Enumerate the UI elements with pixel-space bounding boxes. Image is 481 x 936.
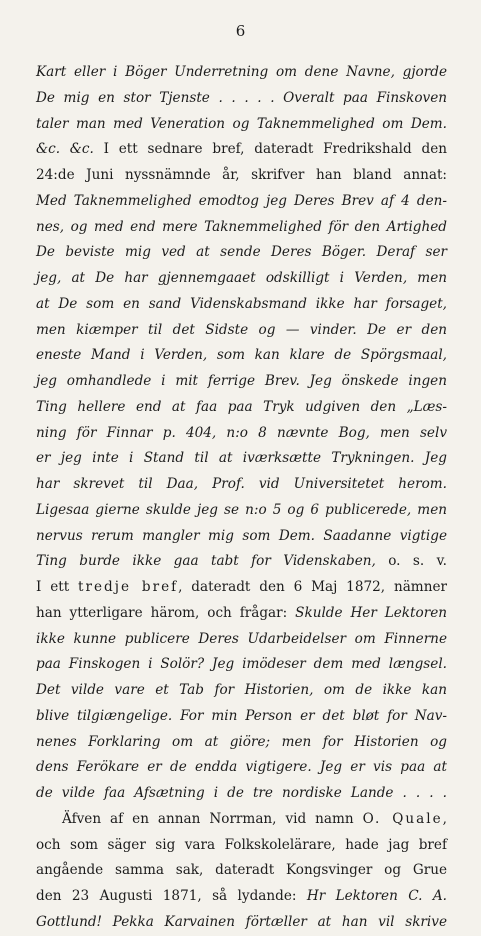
text-line [36,833,447,859]
text-line [36,472,447,498]
italic-text: Ting burde ikke gaa tabt for Videnskaben, [36,553,389,570]
italic-text: jeg omhandlede i mit ferrige Brev. Jeg önskede ingen [36,373,447,389]
text-line [36,730,447,756]
page-number: 6 [235,22,246,40]
italic-text: at De som en sand Videnskabsmand ikke har forsaget, [36,295,447,312]
italic-text: ikke kunne publicere Deres Udarbeidelser om Finnerne [36,630,447,647]
text-line [36,704,447,730]
italic-text: har skrevet til Daa, Prof. vid Universitetet herom. [36,476,447,492]
text-line [36,266,447,292]
text-line [36,549,447,575]
text-line [36,163,447,189]
roman-text: och som säger sig vara Folkskolelärare, hade jag bref [36,836,447,853]
text-line [36,627,447,653]
text-line [36,601,447,627]
italic-text: eneste Mand i Verden, som kan klare de Spörgsmaal, [36,347,447,364]
roman-text: I ett sednare bref, dateradt Fredrikshald den [103,141,448,158]
text-line [36,369,447,395]
text-line [36,318,447,344]
text-line [36,343,447,369]
roman-text: , dateradt den 6 Maj 1872, nämner [178,579,447,595]
spaced-text: tredje bref [78,579,179,595]
roman-text: 24:de Juni nyssnämnde år, skrifver han bland annat: [36,167,447,183]
roman-text: , [442,810,447,827]
text-line [36,884,447,910]
italic-text: paa Finskogen i Solör? Jeg imödeser dem med længsel. [36,656,447,673]
roman-text: angående samma sak, dateradt Kongsvinger og Grue [36,862,447,879]
text-line [36,421,447,447]
roman-text: Äfven af en annan Norrman, vid namn [62,810,363,827]
text-line [36,524,447,550]
text-line [36,395,447,421]
text-line [36,910,447,936]
text-line [36,858,447,884]
italic-text: dens Ferökare er de endda vigtigere. Jeg er vis paa at [36,759,447,776]
italic-text: Hr Lektoren C. A. [306,888,448,904]
italic-text: Ting hellere end at faa paa Tryk udgiven den „Læs- [36,398,447,415]
italic-text: Skulde Her Lektoren [295,604,447,621]
italic-text: De beviste mig ved at sende Deres Böger. Deraf ser [36,244,447,261]
roman-text: han ytterligare härom, och frågar: [36,604,296,621]
body-text [36,60,447,936]
text-line [36,755,447,781]
roman-text: den 23 Augusti 1871, så lydande: [36,888,307,904]
roman-text: I ett [36,579,79,595]
italic-text: nes, og med end mere Taknemmelighed för den Artighed [36,218,447,235]
italic-text: Det vilde vare et Tab for Historien, om de ikke kan [36,682,447,698]
italic-text: &c. &c. [36,141,104,158]
italic-text: de vilde faa Afsætning i de tre nordiske Lande . . . . [36,785,447,801]
text-line [36,807,447,833]
spaced-text: O. Quale [362,810,443,827]
text-line [36,240,447,266]
italic-text: De mig en stor Tjenste . . . . . Overalt paa Finskoven [36,89,447,106]
roman-text: o. s. v. [388,553,447,570]
italic-text: men kiæmper til det Sidste og — vinder. De er den [36,321,447,338]
italic-text: nenes Forklaring om at giöre; men for Historien og [36,733,447,750]
text-line [36,498,447,524]
italic-text: taler man med Veneration og Taknemmelighed om Dem. [36,115,447,132]
text-line [36,652,447,678]
text-line [36,189,447,215]
italic-text: Gottlund! Pekka Karvainen förtæller at han vil skrive [36,913,447,930]
text-line [36,215,447,241]
text-line [36,678,447,704]
text-line [36,137,447,163]
italic-text: blive tilgiængelige. For min Person er det bløt for Nav- [36,707,447,724]
italic-text: Kart eller i Böger Underretning om dene Navne, gjorde [36,64,447,80]
italic-text: jeg, at De har gjennemgaaet odskilligt i Verden, men [36,270,447,286]
italic-text: ning för Finnar p. 404, n:o 8 nævnte Bog, men selv [36,424,447,441]
text-line [36,446,447,472]
italic-text: nervus rerum mangler mig som Dem. Saadanne vigtige [36,527,447,544]
text-line [36,781,447,807]
text-line [36,292,447,318]
italic-text: er jeg inte i Stand til at iværksætte Trykningen. Jeg [36,450,447,467]
text-line [36,575,447,601]
text-line [36,112,447,138]
text-line [36,60,447,86]
italic-text: Med Taknemmelighed emodtog jeg Deres Brev af 4 den- [36,192,447,209]
italic-text: Ligesaa gierne skulde jeg se n:o 5 og 6 publicerede, men [36,501,447,518]
text-line [36,86,447,112]
